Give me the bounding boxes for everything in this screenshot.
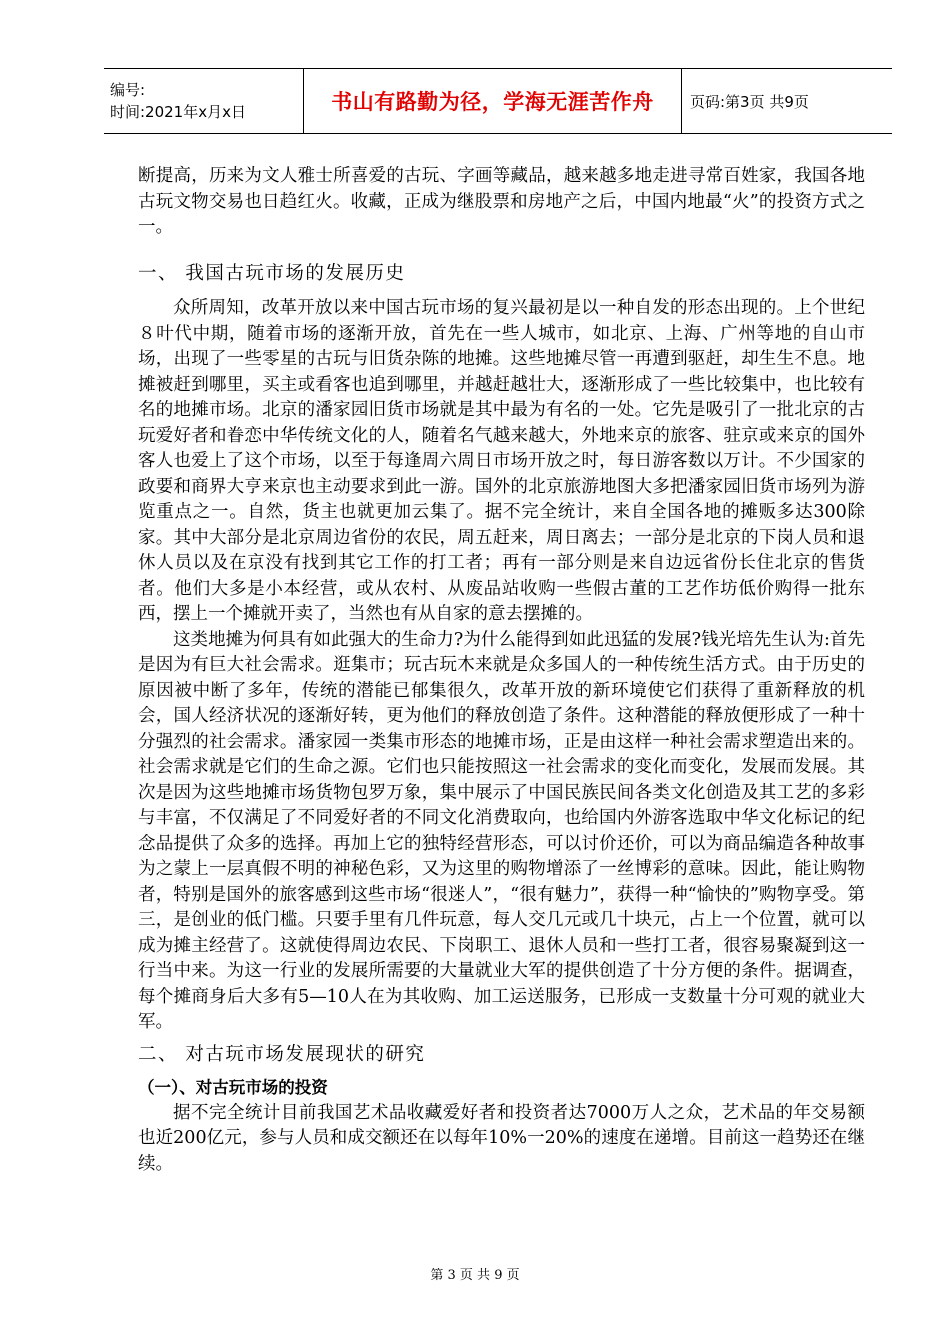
time-label: 时间:2021年x月x日 [110,103,246,121]
subsection1-title: （一）、对古玩市场的投资 [138,1078,328,1097]
subsection1-paragraph-1: 据不完全统计目前我国艺术品收藏爱好者和投资者达7000万人之众，艺术品的年交易额也近200亿元，参与人员和成交额还在以每年10%一20%的速度在递增。目前这一趋势还在继续。 [138,1102,865,1174]
number-label: 编号: [110,81,146,99]
section1-paragraph-1: 众所周知，改革开放以来中国古玩市场的复兴最初是以一种自发的形态出现的。上个世纪８叶代中期，随着市场的逐渐开放，首先在一些人城市，如北京、上海、广州等地的自山市场，出现了一些零星的古玩与旧货杂陈的地摊。这些地摊尽管一再遭到驱赶，却生生不息。地摊被赶到哪里，买主或看客也追到哪里，并越赶越壮大，逐渐形成了一些比较集中，也比较有名的地摊市场。北京的潘家园旧货市场就是其中最为有名的一处。它先是吸引了一批北京的古玩爱好者和眷恋中华传统文化的人，随着名气越来越大，外地来京的旅客、驻京或来京的国外客人也爱上了这个市场，以至于每逢周六周日市场开放之时，每日游客数以万计。不少国家的政要和商界大亨来京也主动要求到此一游。国外的北京旅游地图大多把潘家园旧货市场列为游览重点之一。自然，货主也就更加云集了。据不完全统计，来自全国各地的摊贩多达300除家。其中大部分是北京周边省份的农民，周五赶来，周日离去；一部分是北京的下岗人员和退休人员以及在京没有找到其它工作的打工者；再有一部分则是来自边远省份长住北京的售货者。他们大多是小本经营，或从农村、从废品站收购一些假古董的工艺作坊低价购得一批东西，摆上一个摊就开卖了，当然也有从自家的意去摆摊的。 [138,298,865,624]
header-page-info: 页码:第3页 共9页 [690,92,809,111]
section2-title: 二、 对古玩市场发展现状的研究 [138,1043,426,1065]
header-meta [104,69,304,133]
section1-title: 一、 我国古玩市场的发展历史 [138,262,406,284]
intro-paragraph: 断提高，历来为文人雅士所喜爱的古玩、字画等藏品，越来越多地走进寻常百姓家，我国各地古玩文物交易也日趋红火。收藏，正成为继股票和房地产之后，中国内地最“火”的投资方式之一。 [138,166,865,237]
page-footer: 第 3 页 共 9 页 [430,1268,520,1283]
document-body [138,164,865,1177]
header-motto: 书山有路勤为径，学海无涯苦作舟 [304,69,682,133]
header-table [104,68,892,134]
section1-paragraph-2: 这类地摊为何具有如此强大的生命力?为什么能得到如此迅猛的发展?钱光培先生认为:首先是因为有巨大社会需求。逛集市；玩古玩木来就是众多国人的一种传统生活方式。由于历史的原因被中断了多年，传统的潜能已郁集很久，改革开放的新环境使它们获得了重新释放的机会，国人经济状况的逐渐好转，更为他们的释放创造了条件。这种潜能的释放便形成了一种十分强烈的社会需求。潘家园一类集市形态的地摊市场，正是由这样一种社会需求塑造出来的。社会需求就是它们的生命之源。它们也只能按照这一社会需求的变化而变化，发展而发展。其次是因为这些地摊市场货物包罗万象，集中展示了中国民族民间各类文化创造及其工艺的多彩与丰富，不仅满足了不同爱好者的不同文化消费取向，也给国内外游客选取中华文化标记的纪念品提供了众多的选择。再加上它的独特经营形态，可以讨价还价，可以为商品编造各种故事为之蒙上一层真假不明的神秘色彩，又为这里的购物增添了一丝博彩的意味。因此，能让购物者，特别是国外的旅客感到这些市场“很迷人”，“很有魅力”，获得一种“愉快的”购物享受。第三，是创业的低门槛。只要手里有几件玩意，每人交几元或几十块元，占上一个位置，就可以成为摊主经营了。这就使得周边农民、下岗职工、退休人员和一些打工者，很容易聚凝到这一行当中来。为这一行业的发展所需要的大量就业大军的提供创造了十分方便的条件。据调查，每个摊商身后大多有5—10人在为其收购、加工运送服务，已形成一支数量十分可观的就业大军。 [138,629,865,1032]
